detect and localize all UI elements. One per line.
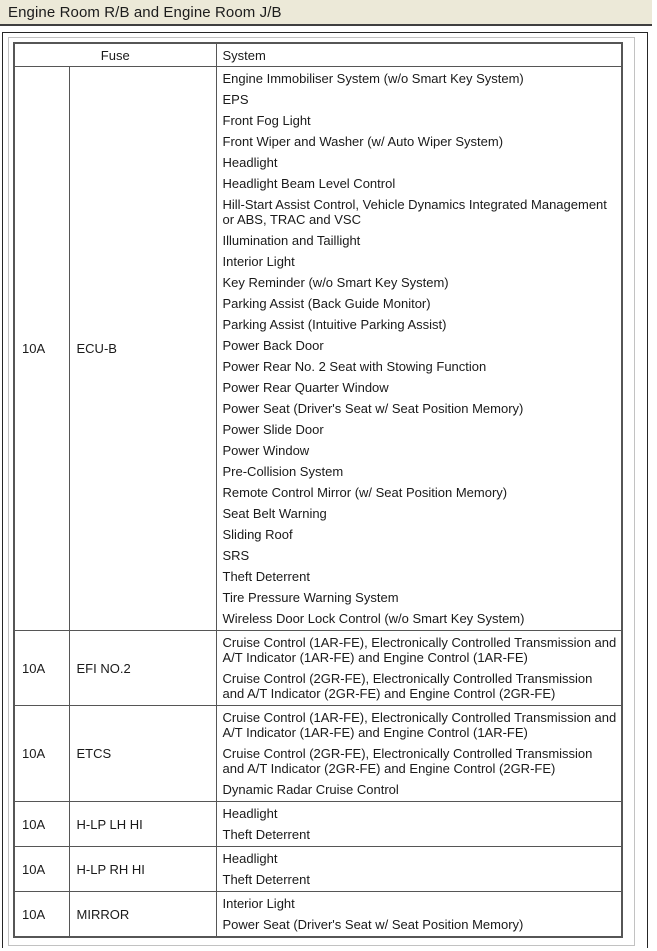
system-item: Seat Belt Warning [222,506,327,521]
fuse-amp-cell: 10A [14,892,69,938]
fuse-name-cell: H-LP RH HI [69,847,216,892]
system-item: Theft Deterrent [222,569,310,584]
system-item: Power Rear Quarter Window [222,380,389,395]
system-item: Power Rear No. 2 Seat with Stowing Function [222,359,487,374]
system-item: Front Fog Light [222,113,311,128]
system-item: Headlight [222,851,278,866]
system-cell [216,847,622,892]
system-item: Theft Deterrent [222,872,310,887]
system-item: Cruise Control (2GR-FE), Electronically Controlled Transmission and A/T Indicator (2GR-FE) and Engine Control (2GR-FE) [222,671,593,701]
system-item: Tire Pressure Warning System [222,590,399,605]
system-item: Parking Assist (Intuitive Parking Assist) [222,317,447,332]
table-row [14,631,622,706]
fuse-table [13,42,623,938]
fuse-amp-cell: 10A [14,847,69,892]
system-item: Front Wiper and Washer (w/ Auto Wiper System) [222,134,504,149]
system-item: Cruise Control (1AR-FE), Electronically Controlled Transmission and A/T Indicator (1AR-FE) and Engine Control (1AR-FE) [222,635,617,665]
system-item: Pre-Collision System [222,464,344,479]
system-item: Dynamic Radar Cruise Control [222,782,399,797]
fuse-amp-cell: 10A [14,631,69,706]
system-item: Cruise Control (1AR-FE), Electronically Controlled Transmission and A/T Indicator (1AR-FE) and Engine Control (1AR-FE) [222,710,617,740]
fuse-amp-cell: 10A [14,802,69,847]
system-cell [216,706,622,802]
system-item: Power Seat (Driver's Seat w/ Seat Position Memory) [222,401,524,416]
fuse-amp-cell: 10A [14,67,69,631]
title-bar [0,0,652,26]
column-header-fuse: Fuse [14,43,216,67]
system-item: Parking Assist (Back Guide Monitor) [222,296,431,311]
system-item: Key Reminder (w/o Smart Key System) [222,275,449,290]
system-item: Illumination and Taillight [222,233,361,248]
table-row [14,847,622,892]
system-item: Power Back Door [222,338,324,353]
system-item: Cruise Control (2GR-FE), Electronically Controlled Transmission and A/T Indicator (2GR-FE) and Engine Control (2GR-FE) [222,746,593,776]
fuse-name-cell: ETCS [69,706,216,802]
system-item: EPS [222,92,249,107]
system-item: SRS [222,548,250,563]
system-cell [216,631,622,706]
system-item: Headlight [222,155,278,170]
system-item: Remote Control Mirror (w/ Seat Position Memory) [222,485,508,500]
table-row [14,67,622,631]
system-item: Interior Light [222,254,295,269]
system-item: Sliding Roof [222,527,293,542]
fuse-name-cell: ECU-B [69,67,216,631]
system-item: Power Window [222,443,310,458]
fuse-name-cell: H-LP LH HI [69,802,216,847]
table-row [14,802,622,847]
system-item: Theft Deterrent [222,827,310,842]
table-row [14,892,622,938]
system-item: Headlight Beam Level Control [222,176,396,191]
column-header-system: System [216,43,622,67]
table-frame [8,37,635,946]
system-item: Wireless Door Lock Control (w/o Smart Key System) [222,611,525,626]
fuse-name-cell: EFI NO.2 [69,631,216,706]
page-title: Engine Room R/B and Engine Room J/B [8,3,282,21]
system-cell [216,892,622,938]
system-item: Interior Light [222,896,295,911]
table-row [14,706,622,802]
system-item: Power Seat (Driver's Seat w/ Seat Position Memory) [222,917,524,932]
fuse-amp-cell: 10A [14,706,69,802]
system-item: Power Slide Door [222,422,324,437]
table-header-row [14,43,622,67]
system-cell [216,802,622,847]
content-frame [2,32,648,948]
system-item: Hill-Start Assist Control, Vehicle Dynamics Integrated Management or ABS, TRAC and VSC [222,197,607,227]
system-item: Engine Immobiliser System (w/o Smart Key System) [222,71,524,86]
fuse-name-cell: MIRROR [69,892,216,938]
fuse-table-body [14,67,622,938]
system-cell [216,67,622,631]
system-item: Headlight [222,806,278,821]
